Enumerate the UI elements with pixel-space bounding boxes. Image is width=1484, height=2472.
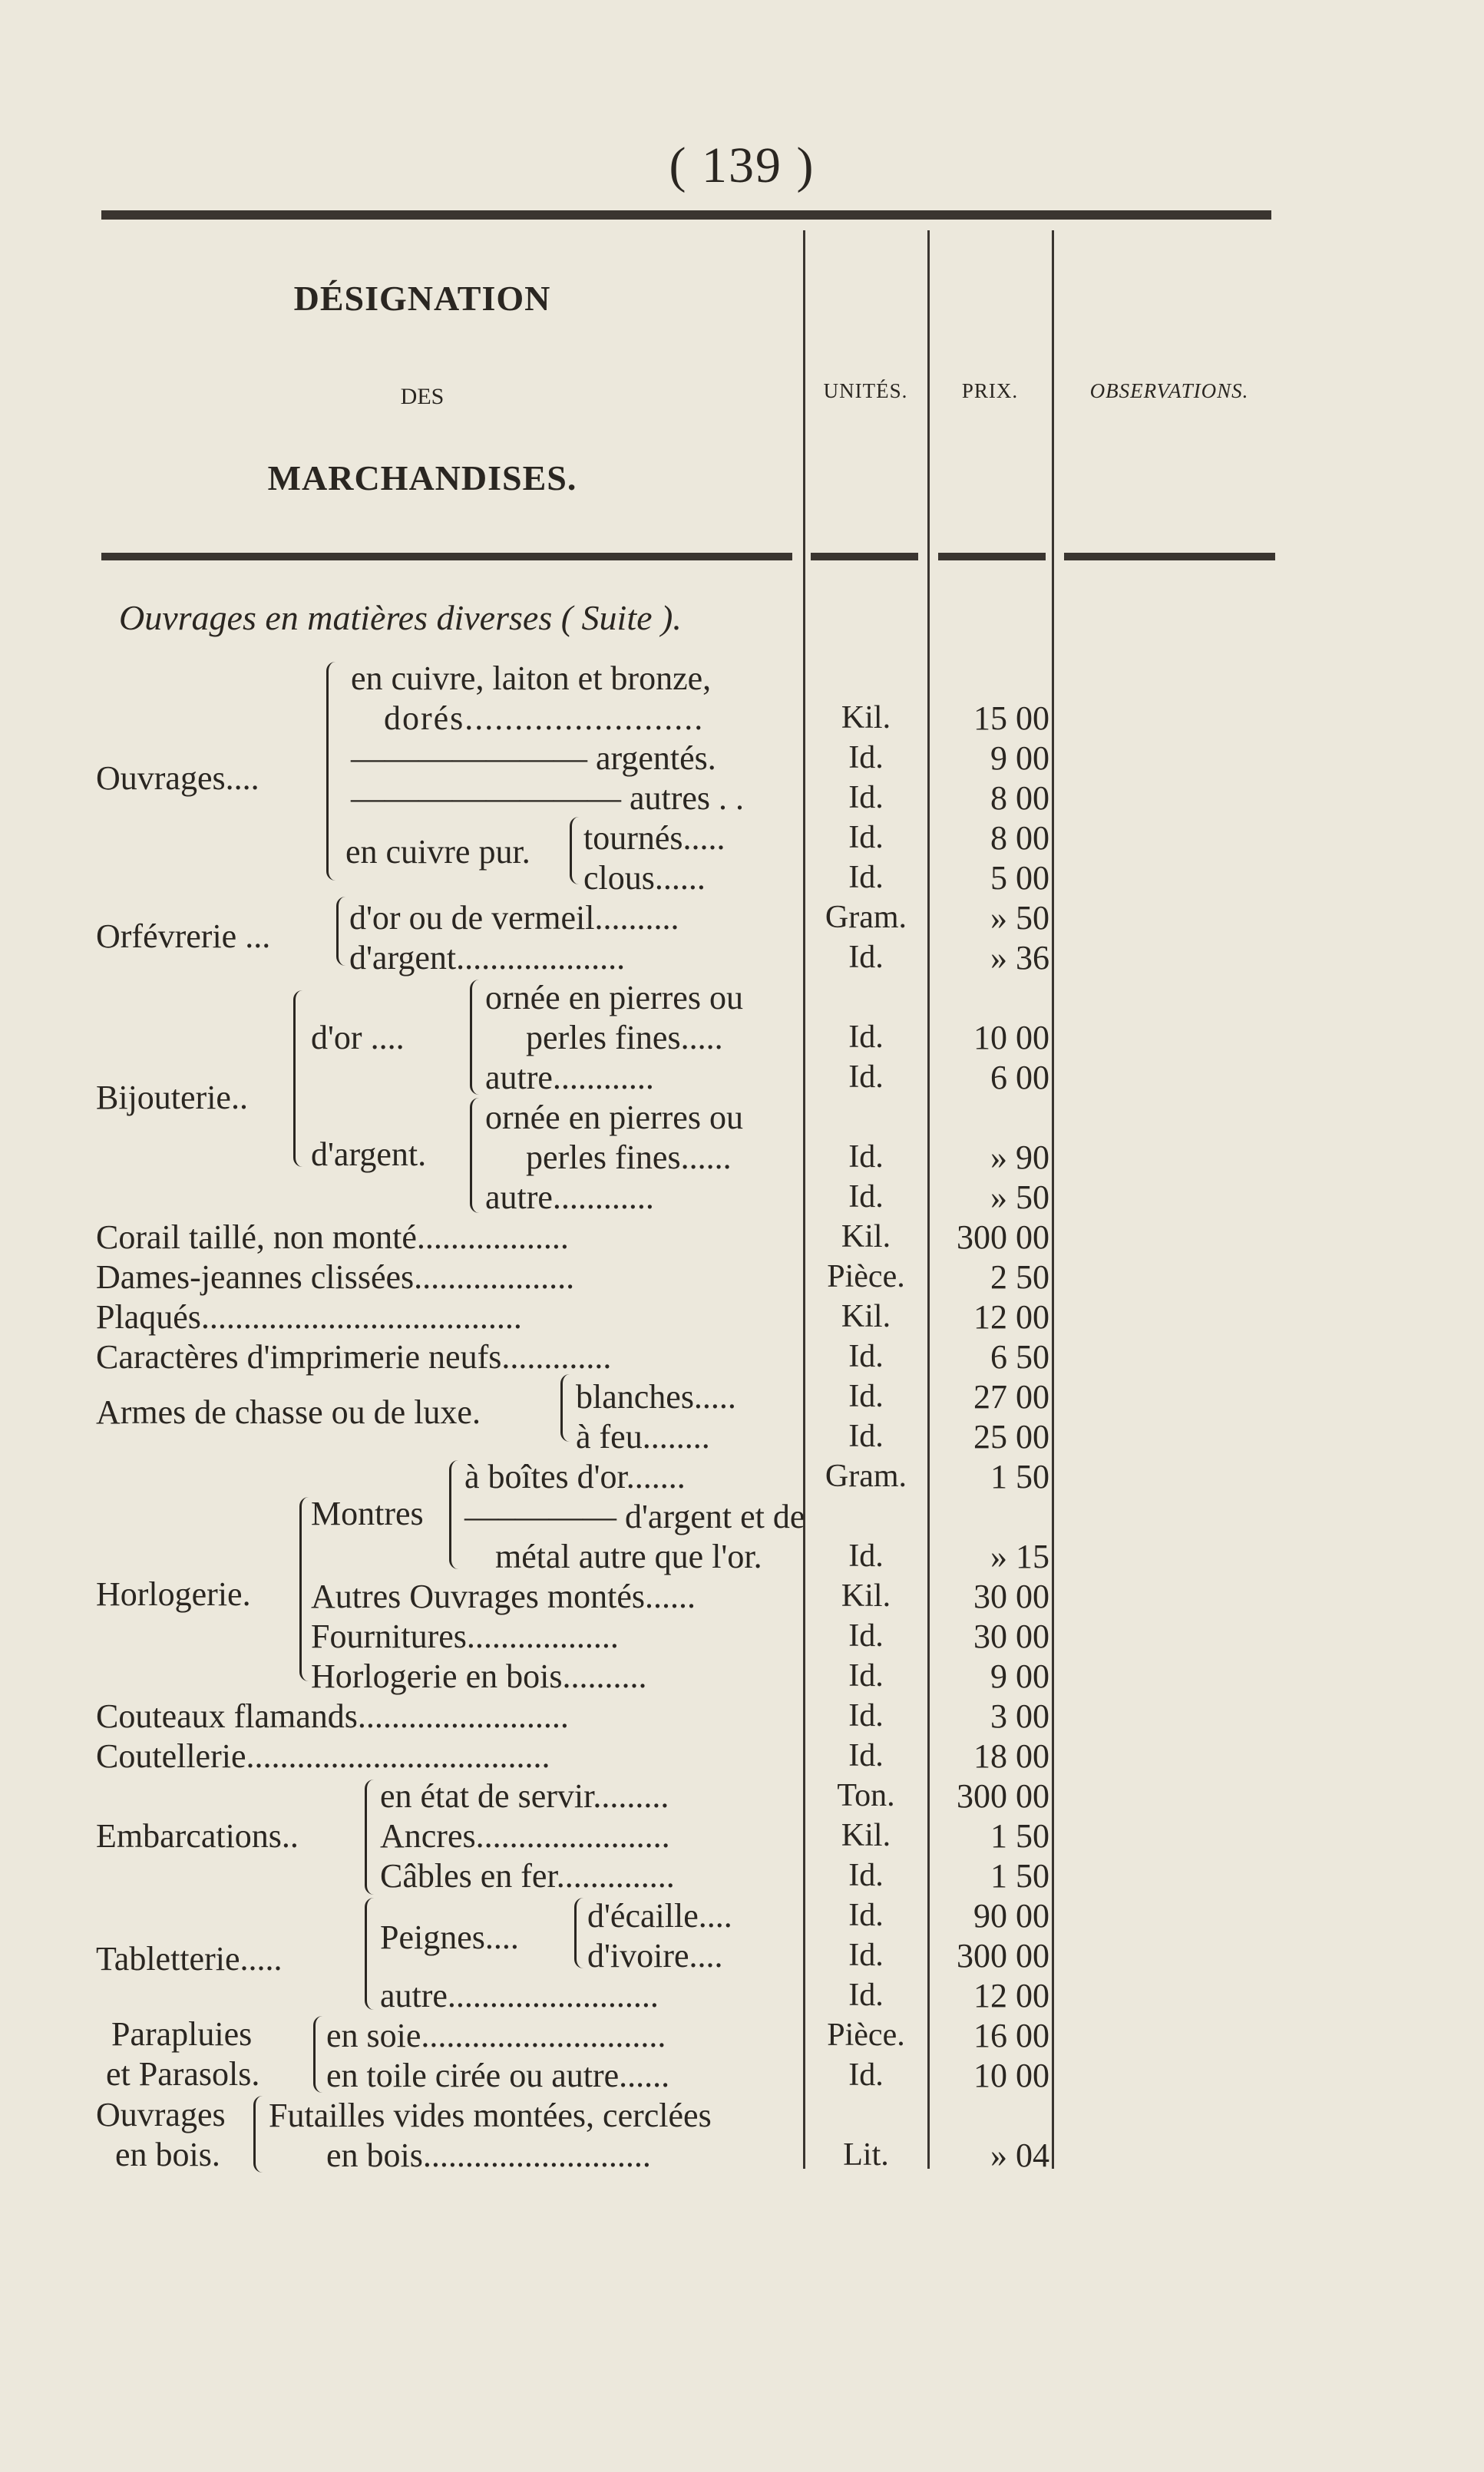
row-price: 1 50 xyxy=(990,1817,1049,1855)
row-price: 2 50 xyxy=(990,1258,1049,1296)
row-price: 16 00 xyxy=(973,2017,1049,2054)
row-price: 300 00 xyxy=(957,1777,1049,1815)
row-label: en bois........................... xyxy=(326,2137,651,2174)
row-price: 30 00 xyxy=(973,1578,1049,1615)
row-unit: Gram. xyxy=(825,1459,907,1494)
row-unit: Id. xyxy=(848,1938,884,1973)
row-label: Fournitures.................. xyxy=(311,1618,619,1655)
row-unit: Id. xyxy=(848,1858,884,1893)
group-tabletterie: Tabletterie..... xyxy=(96,1940,283,1978)
row-price: 8 00 xyxy=(990,819,1049,857)
brace xyxy=(470,1098,481,1213)
row-label: perles fines..... xyxy=(526,1019,723,1056)
row-unit: Id. xyxy=(848,860,884,895)
row-price: 9 00 xyxy=(990,739,1049,777)
row-label: Câbles en fer.............. xyxy=(380,1857,675,1895)
row-unit: Id. xyxy=(848,1179,884,1215)
row-label: Coutellerie.................................... xyxy=(96,1737,550,1775)
row-label: ———————— autres . . xyxy=(351,779,745,817)
brace xyxy=(365,1780,376,1895)
row-label: d'argent.................... xyxy=(349,939,626,977)
brace xyxy=(560,1374,572,1442)
row-label: dorés........................ xyxy=(384,699,705,737)
group-en-cuivre-pur: en cuivre pur. xyxy=(345,833,530,871)
header-units: UNITÉS. xyxy=(823,379,908,402)
row-unit: Pièce. xyxy=(827,1259,905,1294)
group-dargent: d'argent. xyxy=(311,1135,427,1173)
brace xyxy=(326,662,338,881)
group-peignes: Peignes.... xyxy=(380,1918,519,1956)
header-designation-title: DÉSIGNATION xyxy=(293,279,551,318)
column-divider-units xyxy=(927,230,930,2169)
brace xyxy=(293,990,305,1167)
row-label: ——————— argentés. xyxy=(351,739,716,777)
row-price: 300 00 xyxy=(957,1937,1049,1975)
row-price: » 90 xyxy=(990,1139,1049,1176)
row-unit: Id. xyxy=(848,1139,884,1175)
row-price: » 50 xyxy=(990,1178,1049,1216)
row-price: » 50 xyxy=(990,899,1049,937)
page-number: ( 139 ) xyxy=(669,137,815,193)
row-price: » 15 xyxy=(990,1538,1049,1575)
header-rule-price xyxy=(938,553,1046,560)
brace xyxy=(313,2016,325,2093)
row-price: 12 00 xyxy=(973,1977,1049,2014)
row-label: autre............ xyxy=(485,1059,654,1096)
group-parapluies: Parapluies xyxy=(111,2015,253,2053)
row-unit: Kil. xyxy=(841,1219,891,1254)
row-label: tournés..... xyxy=(583,819,725,857)
brace xyxy=(574,1898,586,1968)
group-montres: Montres xyxy=(311,1495,424,1532)
row-unit: Id. xyxy=(848,1059,884,1095)
row-price: 10 00 xyxy=(973,2057,1049,2094)
row-unit: Id. xyxy=(848,1419,884,1454)
group-dor: d'or .... xyxy=(311,1019,405,1056)
row-unit: Id. xyxy=(848,1698,884,1733)
row-price: 300 00 xyxy=(957,1218,1049,1256)
header-rule-observations xyxy=(1064,553,1275,560)
row-price: 6 00 xyxy=(990,1059,1049,1096)
row-unit: Id. xyxy=(848,1658,884,1694)
row-unit: Id. xyxy=(848,1898,884,1933)
row-unit: Kil. xyxy=(841,700,891,735)
row-price: 5 00 xyxy=(990,859,1049,897)
row-label: en soie............................. xyxy=(326,2017,666,2054)
header-designation-marchandises: MARCHANDISES. xyxy=(267,458,577,497)
header-designation-des: DES xyxy=(400,384,445,409)
row-price: 8 00 xyxy=(990,779,1049,817)
row-price: 12 00 xyxy=(973,1298,1049,1336)
row-unit: Id. xyxy=(848,1738,884,1773)
row-unit: Id. xyxy=(848,820,884,855)
row-price: 1 50 xyxy=(990,1857,1049,1895)
row-unit: Id. xyxy=(848,740,884,775)
row-unit: Id. xyxy=(848,780,884,815)
row-unit: Id. xyxy=(848,1538,884,1574)
row-unit: Kil. xyxy=(841,1299,891,1334)
row-label: Horlogerie en bois.......... xyxy=(311,1657,647,1695)
row-label: Futailles vides montées, cerclées xyxy=(269,2097,712,2134)
header-rule-designation xyxy=(101,553,792,560)
row-label: Plaqués...................................... xyxy=(96,1298,522,1336)
row-label: clous...... xyxy=(583,859,706,897)
row-price: 1 50 xyxy=(990,1458,1049,1495)
row-label: Dames-jeannes clissées................... xyxy=(96,1258,575,1296)
row-unit: Lit. xyxy=(843,2137,889,2173)
brace xyxy=(470,980,481,1095)
group-bijouterie: Bijouterie.. xyxy=(96,1079,248,1116)
row-price: 90 00 xyxy=(973,1897,1049,1935)
row-price: » 36 xyxy=(990,939,1049,977)
row-price: 27 00 xyxy=(973,1378,1049,1416)
row-label: d'écaille.... xyxy=(587,1897,732,1935)
group-ouvrages-bois-2: en bois. xyxy=(115,2136,220,2173)
group-parasols: et Parasols. xyxy=(106,2055,260,2093)
row-unit: Kil. xyxy=(841,1578,891,1614)
row-price: 15 00 xyxy=(973,699,1049,737)
section-title: Ouvrages en matières diverses ( Suite ). xyxy=(119,598,682,637)
header-observations: OBSERVATIONS. xyxy=(1089,379,1249,402)
row-unit: Id. xyxy=(848,1020,884,1055)
group-ouvrages: Ouvrages.... xyxy=(96,759,259,797)
brace xyxy=(336,897,348,966)
brace xyxy=(449,1460,461,1569)
group-embarcations: Embarcations.. xyxy=(96,1817,299,1855)
row-label: Couteaux flamands......................... xyxy=(96,1697,569,1735)
row-unit: Id. xyxy=(848,1978,884,2013)
row-label: —–——— d'argent et de xyxy=(464,1498,805,1535)
row-label: à boîtes d'or....... xyxy=(464,1458,686,1495)
row-price: 18 00 xyxy=(973,1737,1049,1775)
brace xyxy=(365,1898,376,2010)
row-label: perles fines...... xyxy=(526,1139,732,1176)
row-unit: Ton. xyxy=(837,1778,895,1813)
row-unit: Pièce. xyxy=(827,2018,905,2053)
group-orfevrerie: Orfévrerie ... xyxy=(96,917,271,955)
row-label: autre............ xyxy=(485,1178,654,1216)
row-label: blanches..... xyxy=(576,1378,736,1416)
row-label: ornée en pierres ou xyxy=(485,979,743,1016)
row-unit: Id. xyxy=(848,940,884,975)
row-price: 25 00 xyxy=(973,1418,1049,1456)
row-label: en toile cirée ou autre...... xyxy=(326,2057,670,2094)
row-unit: Id. xyxy=(848,1618,884,1654)
row-label: Caractères d'imprimerie neufs............. xyxy=(96,1338,612,1376)
row-price: 3 00 xyxy=(990,1697,1049,1735)
brace xyxy=(299,1497,311,1681)
row-label: Ancres....................... xyxy=(380,1817,670,1855)
header-rule-units xyxy=(811,553,918,560)
row-label: en cuivre, laiton et bronze, xyxy=(351,659,712,697)
brace xyxy=(570,817,581,884)
group-ouvrages-bois: Ouvrages xyxy=(96,2096,226,2133)
row-label: Autres Ouvrages montés...... xyxy=(311,1578,696,1615)
row-price: 10 00 xyxy=(973,1019,1049,1056)
row-label: en état de servir......... xyxy=(380,1777,669,1815)
row-label: métal autre que l'or. xyxy=(495,1538,762,1575)
row-label: d'ivoire.... xyxy=(587,1937,723,1975)
group-horlogerie: Horlogerie. xyxy=(96,1575,251,1613)
row-unit: Kil. xyxy=(841,1818,891,1853)
top-rule xyxy=(101,210,1271,220)
header-price: PRIX. xyxy=(961,379,1019,402)
row-label: autre......................... xyxy=(380,1977,659,2014)
row-label: Corail taillé, non monté.................. xyxy=(96,1218,569,1256)
row-unit: Gram. xyxy=(825,900,907,935)
group-armes: Armes de chasse ou de luxe. xyxy=(96,1393,481,1431)
row-price: 30 00 xyxy=(973,1618,1049,1655)
column-divider-price xyxy=(1052,230,1054,2169)
row-label: d'or ou de vermeil.......... xyxy=(349,899,679,937)
row-unit: Id. xyxy=(848,1339,884,1374)
row-label: ornée en pierres ou xyxy=(485,1099,743,1136)
row-price: 6 50 xyxy=(990,1338,1049,1376)
brace xyxy=(253,2096,265,2173)
row-price: » 04 xyxy=(990,2137,1049,2174)
row-label: à feu........ xyxy=(576,1418,710,1456)
row-unit: Id. xyxy=(848,1379,884,1414)
row-price: 9 00 xyxy=(990,1657,1049,1695)
row-unit: Id. xyxy=(848,2057,884,2093)
